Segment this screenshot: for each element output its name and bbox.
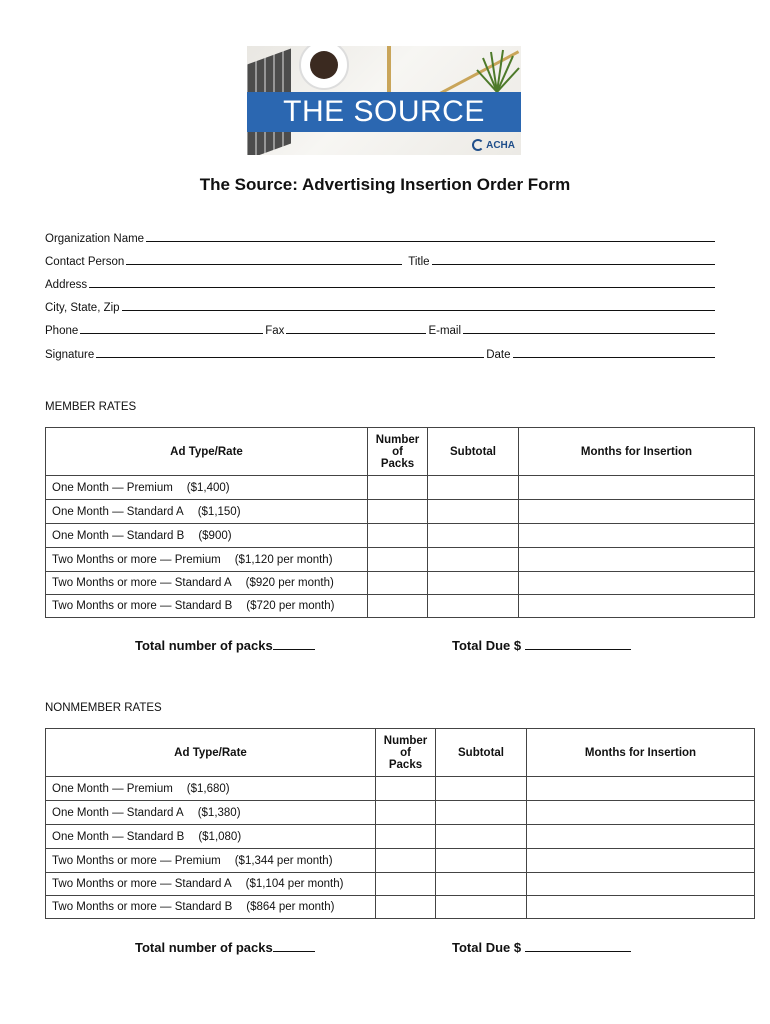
nonmember-rates-table (45, 728, 755, 919)
packs-cell[interactable] (376, 873, 436, 896)
packs-cell[interactable] (376, 849, 436, 873)
title-field[interactable] (432, 253, 715, 265)
rate-price: ($1,680) (186, 782, 230, 795)
pencil-graphic (387, 46, 391, 94)
total-due-label: Total Due $ (452, 940, 522, 955)
rate-type: One Month — Standard B (52, 529, 185, 542)
rate-type: One Month — Standard A (52, 806, 184, 819)
rate-price: ($1,150) (197, 505, 241, 518)
member-total-packs (135, 637, 315, 653)
total-due-field[interactable] (525, 939, 631, 952)
months-cell[interactable] (519, 500, 755, 524)
table-row (46, 476, 755, 500)
signature-row (45, 346, 717, 361)
subtotal-cell[interactable] (436, 873, 527, 896)
rate-type: Two Months or more — Standard A (52, 577, 232, 589)
months-cell[interactable] (527, 873, 755, 896)
rate-price: ($1,080) (198, 830, 242, 843)
rate-type: One Month — Standard A (52, 505, 184, 518)
rate-price: ($1,104 per month) (245, 878, 344, 890)
total-packs-field[interactable] (273, 939, 315, 952)
subtotal-cell[interactable] (428, 595, 519, 618)
packs-cell[interactable] (376, 777, 436, 801)
col-ad-type: Ad Type/Rate (46, 729, 376, 777)
packs-cell[interactable] (376, 801, 436, 825)
rate-type: One Month — Premium (52, 481, 173, 494)
contact-row (45, 253, 717, 268)
total-due-label: Total Due $ (452, 638, 522, 653)
subtotal-cell[interactable] (436, 896, 527, 919)
organization-label: Organization Name (45, 233, 145, 245)
table-row (46, 500, 755, 524)
rate-label (46, 801, 376, 825)
acha-logo (472, 139, 515, 151)
member-total-due (452, 637, 631, 653)
table-row (46, 896, 755, 919)
rate-price: ($1,344 per month) (234, 854, 333, 867)
months-cell[interactable] (527, 777, 755, 801)
subtotal-cell[interactable] (436, 849, 527, 873)
months-cell[interactable] (527, 825, 755, 849)
rate-price: ($900) (198, 529, 232, 542)
subtotal-cell[interactable] (428, 572, 519, 595)
acha-logo-text: ACHA (486, 139, 515, 151)
table-row (46, 548, 755, 572)
rate-label (46, 777, 376, 801)
rate-label (46, 849, 376, 873)
rate-label (46, 524, 368, 548)
nonmember-total-packs (135, 939, 315, 955)
city-state-zip-label: City, State, Zip (45, 302, 120, 314)
rate-type: Two Months or more — Standard B (52, 600, 233, 612)
packs-cell[interactable] (376, 896, 436, 919)
packs-cell[interactable] (376, 825, 436, 849)
address-label: Address (45, 279, 88, 291)
city-state-zip-row (45, 299, 717, 314)
organization-row (45, 230, 717, 245)
col-subtotal: Subtotal (436, 729, 527, 777)
contact-person-label: Contact Person (45, 256, 125, 268)
rate-price: ($720 per month) (246, 600, 335, 612)
rate-label (46, 873, 376, 896)
total-packs-field[interactable] (273, 637, 315, 650)
table-row (46, 825, 755, 849)
contact-person-field[interactable] (126, 253, 402, 265)
member-rates-table (45, 427, 755, 618)
col-subtotal: Subtotal (428, 428, 519, 476)
rate-price: ($920 per month) (245, 577, 334, 589)
subtotal-cell[interactable] (436, 777, 527, 801)
months-cell[interactable] (519, 572, 755, 595)
col-number-of-packs: Number of Packs (376, 729, 436, 777)
rate-label (46, 595, 368, 618)
rate-label (46, 548, 368, 572)
rate-type: Two Months or more — Premium (52, 553, 221, 566)
header-banner-image (247, 46, 521, 155)
fax-label: Fax (265, 325, 285, 337)
table-header-row (46, 428, 755, 476)
city-state-zip-field[interactable] (122, 299, 715, 311)
rate-type: Two Months or more — Premium (52, 854, 221, 867)
months-cell[interactable] (527, 896, 755, 919)
rate-price: ($1,120 per month) (234, 553, 333, 566)
rate-type: One Month — Premium (52, 782, 173, 795)
organization-field[interactable] (146, 230, 715, 242)
col-months: Months for Insertion (527, 729, 755, 777)
subtotal-cell[interactable] (428, 524, 519, 548)
phone-field[interactable] (80, 322, 263, 334)
rate-price: ($1,380) (197, 806, 241, 819)
table-row (46, 595, 755, 618)
address-field[interactable] (89, 276, 715, 288)
subtotal-cell[interactable] (428, 548, 519, 572)
table-row (46, 777, 755, 801)
subtotal-cell[interactable] (436, 801, 527, 825)
rate-type: Two Months or more — Standard A (52, 878, 232, 890)
total-packs-label: Total number of packs (135, 940, 273, 955)
email-label: E-mail (428, 325, 462, 337)
table-row (46, 801, 755, 825)
rate-label (46, 572, 368, 595)
rate-label (46, 476, 368, 500)
date-label: Date (486, 349, 511, 361)
months-cell[interactable] (527, 801, 755, 825)
plant-graphic (473, 48, 521, 92)
table-row (46, 849, 755, 873)
rate-type: Two Months or more — Standard B (52, 901, 233, 913)
months-cell[interactable] (519, 548, 755, 572)
table-row (46, 524, 755, 548)
table-row (46, 572, 755, 595)
total-due-field[interactable] (525, 637, 631, 650)
rate-price: ($864 per month) (246, 901, 335, 913)
table-row (46, 873, 755, 896)
phone-row (45, 322, 717, 337)
banner-title: THE SOURCE (247, 92, 521, 132)
rate-type: One Month — Standard B (52, 830, 185, 843)
signature-label: Signature (45, 349, 95, 361)
nonmember-rates-heading: NONMEMBER RATES (45, 702, 162, 714)
table-header-row (46, 729, 755, 777)
member-rates-heading: MEMBER RATES (45, 401, 137, 413)
document-title: The Source: Advertising Insertion Order Form (199, 175, 571, 194)
rate-price: ($1,400) (186, 481, 230, 494)
months-cell[interactable] (519, 595, 755, 618)
date-field[interactable] (513, 346, 715, 358)
nonmember-total-due (452, 939, 631, 955)
signature-field[interactable] (96, 346, 484, 358)
fax-field[interactable] (286, 322, 426, 334)
packs-cell[interactable] (368, 524, 428, 548)
rate-label (46, 500, 368, 524)
rate-label (46, 825, 376, 849)
address-row (45, 276, 717, 291)
acha-logo-icon (472, 139, 484, 151)
col-ad-type: Ad Type/Rate (46, 428, 368, 476)
total-packs-label: Total number of packs (135, 638, 273, 653)
subtotal-cell[interactable] (428, 500, 519, 524)
col-months: Months for Insertion (519, 428, 755, 476)
phone-label: Phone (45, 325, 79, 337)
email-field[interactable] (463, 322, 715, 334)
subtotal-cell[interactable] (436, 825, 527, 849)
subtotal-cell[interactable] (428, 476, 519, 500)
col-number-of-packs: Number of Packs (368, 428, 428, 476)
packs-cell[interactable] (368, 548, 428, 572)
rate-label (46, 896, 376, 919)
packs-cell[interactable] (368, 500, 428, 524)
months-cell[interactable] (527, 849, 755, 873)
months-cell[interactable] (519, 524, 755, 548)
packs-cell[interactable] (368, 572, 428, 595)
packs-cell[interactable] (368, 595, 428, 618)
months-cell[interactable] (519, 476, 755, 500)
packs-cell[interactable] (368, 476, 428, 500)
title-label: Title (408, 256, 430, 268)
